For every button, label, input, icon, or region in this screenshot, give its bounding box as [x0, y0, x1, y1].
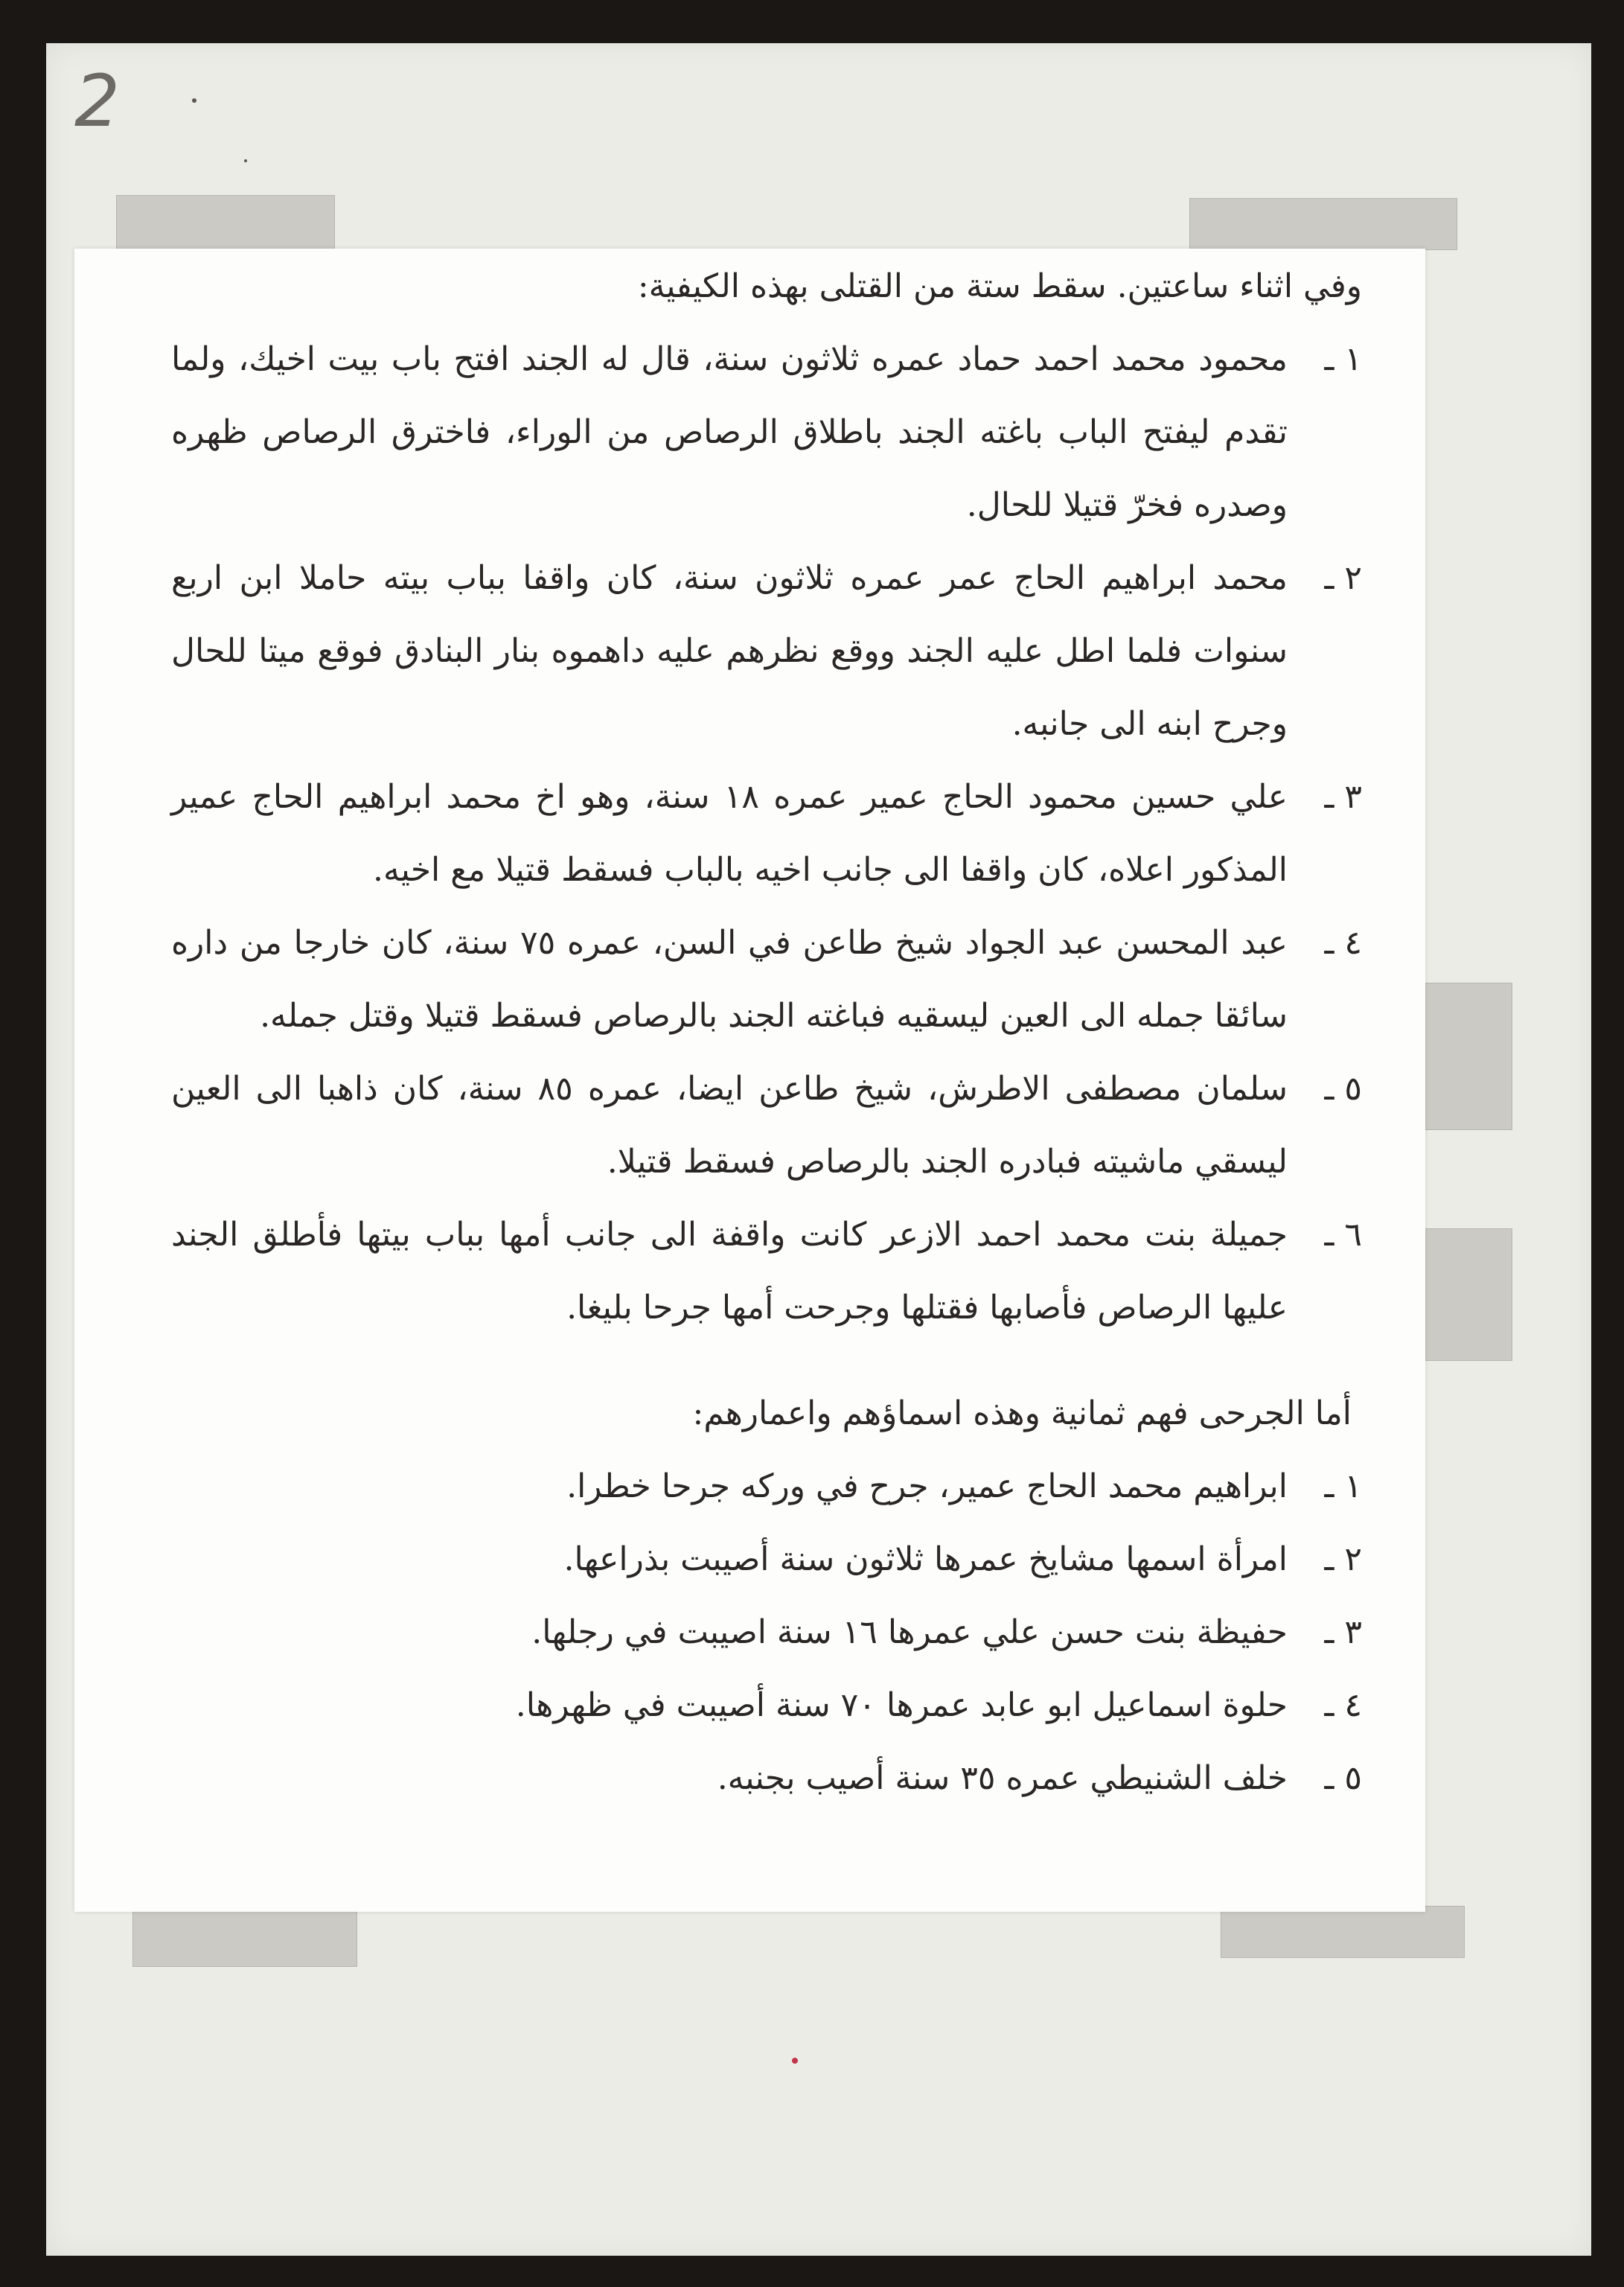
wounded-item-4 [171, 1669, 1362, 1742]
tape-bottom-right [1221, 1906, 1465, 1958]
document-body [171, 250, 1362, 1815]
item-text: محمد ابراهيم الحاج عمر عمره ثلاثون سنة، كان واقفا بباب بيته حاملا ابن اربع سنوات فلما اطل عليه الجند ووقع نظرهم عليه داهموه بنار البنادق فوقع ميتا للحال وجرح ابنه الى جانبه. [171, 559, 1288, 743]
wounded-item-2 [171, 1523, 1362, 1596]
item-text: محمود محمد احمد حماد عمره ثلاثون سنة، قال له الجند افتح باب بيت اخيك، ولما تقدم ليفتح الباب باغته الجند باطلاق الرصاص من الوراء، فاخترق الرصاص ظهره وصدره فخرّ قتيلا للحال. [171, 340, 1288, 524]
item-text: ابراهيم محمد الحاج عمير، جرح في وركه جرحا خطرا. [566, 1467, 1288, 1505]
item-number: ٥ ـ [1324, 1759, 1362, 1797]
item-text: علي حسين محمود الحاج عمير عمره ١٨ سنة، وهو اخ محمد ابراهيم الحاج عمير المذكور اعلاه، كان واقفا الى جانب اخيه بالباب فسقط قتيلا مع اخيه. [171, 778, 1288, 889]
red-ink-speck [792, 2058, 798, 2064]
item-text: حلوة اسماعيل ابو عابد عمرها ٧٠ سنة أصيبت في ظهرها. [515, 1686, 1288, 1724]
item-number: ٦ ـ [1324, 1216, 1362, 1254]
item-text: خلف الشنيطي عمره ٣٥ سنة أصيب بجنبه. [717, 1759, 1288, 1797]
wounded-item-5 [171, 1742, 1362, 1815]
wounded-item-1 [171, 1450, 1362, 1523]
killed-item-5 [171, 1053, 1362, 1199]
killed-item-1 [171, 323, 1362, 542]
killed-item-2 [171, 542, 1362, 761]
wounded-intro: أما الجرحى فهم ثمانية وهذه اسماؤهم واعمارهم: [692, 1394, 1352, 1432]
item-number: ١ ـ [1324, 340, 1362, 378]
item-number: ٣ ـ [1324, 1613, 1362, 1651]
item-text: عبد المحسن عبد الجواد شيخ طاعن في السن، عمره ٧٥ سنة، كان خارجا من داره سائقا جمله الى العين ليسقيه فباغته الجند بالرصاص فسقط قتيلا وقتل جمله. [171, 924, 1288, 1035]
item-number: ٢ ـ [1324, 1540, 1362, 1578]
item-number: ٣ ـ [1324, 778, 1362, 816]
killed-item-4 [171, 907, 1362, 1053]
tape-top-left [116, 195, 335, 255]
item-number: ٥ ـ [1324, 1070, 1362, 1108]
item-number: ١ ـ [1324, 1467, 1362, 1505]
item-number: ٢ ـ [1324, 559, 1362, 597]
handwritten-page-number: 2 [74, 60, 121, 143]
speck [244, 159, 247, 162]
item-text: سلمان مصطفى الاطرش، شيخ طاعن ايضا، عمره ٨٥ سنة، كان ذاهبا الى العين ليسقي ماشيته فبادره الجند بالرصاص فسقط قتيلا. [171, 1070, 1288, 1181]
item-text: جميلة بنت محمد احمد الازعر كانت واقفة الى جانب أمها بباب بيتها فأطلق الجند عليها الرصاص فأصابها فقتلها وجرحت أمها جرحا بليغا. [171, 1216, 1288, 1327]
tape-bottom-left [132, 1903, 357, 1967]
wounded-item-3 [171, 1596, 1362, 1669]
intro-line: وفي اثناء ساعتين. سقط ستة من القتلى بهذه الكيفية: [637, 267, 1362, 305]
item-text: امرأة اسمها مشايخ عمرها ثلاثون سنة أصيبت بذراعها. [563, 1540, 1288, 1578]
speck [192, 98, 196, 103]
tape-right-middle [1422, 983, 1512, 1130]
killed-item-6 [171, 1199, 1362, 1345]
tape-top-right [1189, 198, 1457, 250]
item-number: ٤ ـ [1324, 1686, 1362, 1724]
wounded-list [171, 1450, 1362, 1815]
section-gap [171, 1345, 1362, 1377]
tape-right-lower [1422, 1228, 1512, 1361]
killed-list [171, 323, 1362, 1345]
item-number: ٤ ـ [1324, 924, 1362, 962]
item-text: حفيظة بنت حسن علي عمرها ١٦ سنة اصيبت في رجلها. [531, 1613, 1288, 1651]
killed-item-3 [171, 761, 1362, 907]
